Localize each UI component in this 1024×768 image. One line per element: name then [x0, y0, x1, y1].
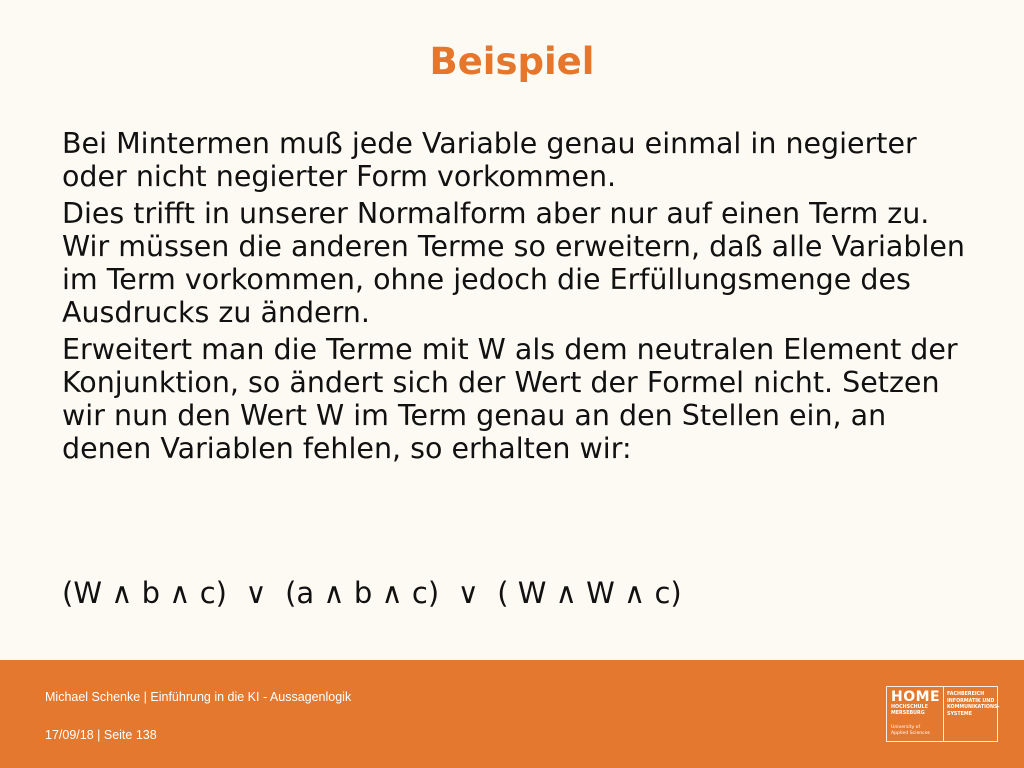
logo-dept-line3: KOMMUNIKATIONS- — [947, 705, 1000, 710]
footer-date-page: 17/09/18 | Seite 138 — [45, 728, 157, 742]
logo-school-name — [891, 705, 928, 717]
logo-mark-block — [887, 687, 944, 741]
logo-dept-line2: INFORMATIK UND — [947, 698, 995, 704]
slide-body — [62, 127, 982, 469]
logo-department — [947, 692, 1000, 718]
paragraph-extension: Erweitert man die Terme mit W als dem neutralen Element der Konjunktion, so ändert sich der Wert der Formel nicht. Setzen wir nun den Wert W im Term genau an den Stellen ein, an denen Variablen fehlen, so erhalten wir: — [62, 333, 958, 465]
logo-tagline-line2: Applied Sciences — [891, 731, 930, 736]
logo-school-line2: MERSEBURG — [891, 711, 925, 716]
logo-mark: HOME — [891, 689, 941, 705]
logo-school-line1: HOCHSCHULE — [891, 705, 928, 710]
slide-title: Beispiel — [429, 40, 595, 83]
footer-author-course: Michael Schenke | Einführung in die KI - Aussagenlogik — [45, 690, 352, 704]
logo-tagline-line1: University of — [891, 725, 921, 730]
logo-dept-line4: SYSTEME — [947, 711, 972, 717]
university-logo — [886, 686, 998, 742]
paragraph-normal-form: Dies trifft in unserer Normalform aber nur auf einen Term zu. Wir müssen die anderen Terme so erweitern, daß alle Variablen im Term vorkommen, ohne jedoch die Erfüllungsmenge des Ausdrucks zu ändern. — [62, 197, 965, 329]
formula-expression: (W ∧ b ∧ c) ∨ (a ∧ b ∧ c) ∨ ( W ∧ W ∧ c) — [62, 576, 682, 610]
paragraph-minterms: Bei Mintermen muß jede Variable genau einmal in negierter oder nicht negierter Form vorkommen. — [62, 127, 917, 193]
logo-tagline — [891, 725, 930, 737]
logo-dept-line1: FACHBEREICH — [947, 692, 985, 697]
footer-bar — [0, 660, 1024, 768]
